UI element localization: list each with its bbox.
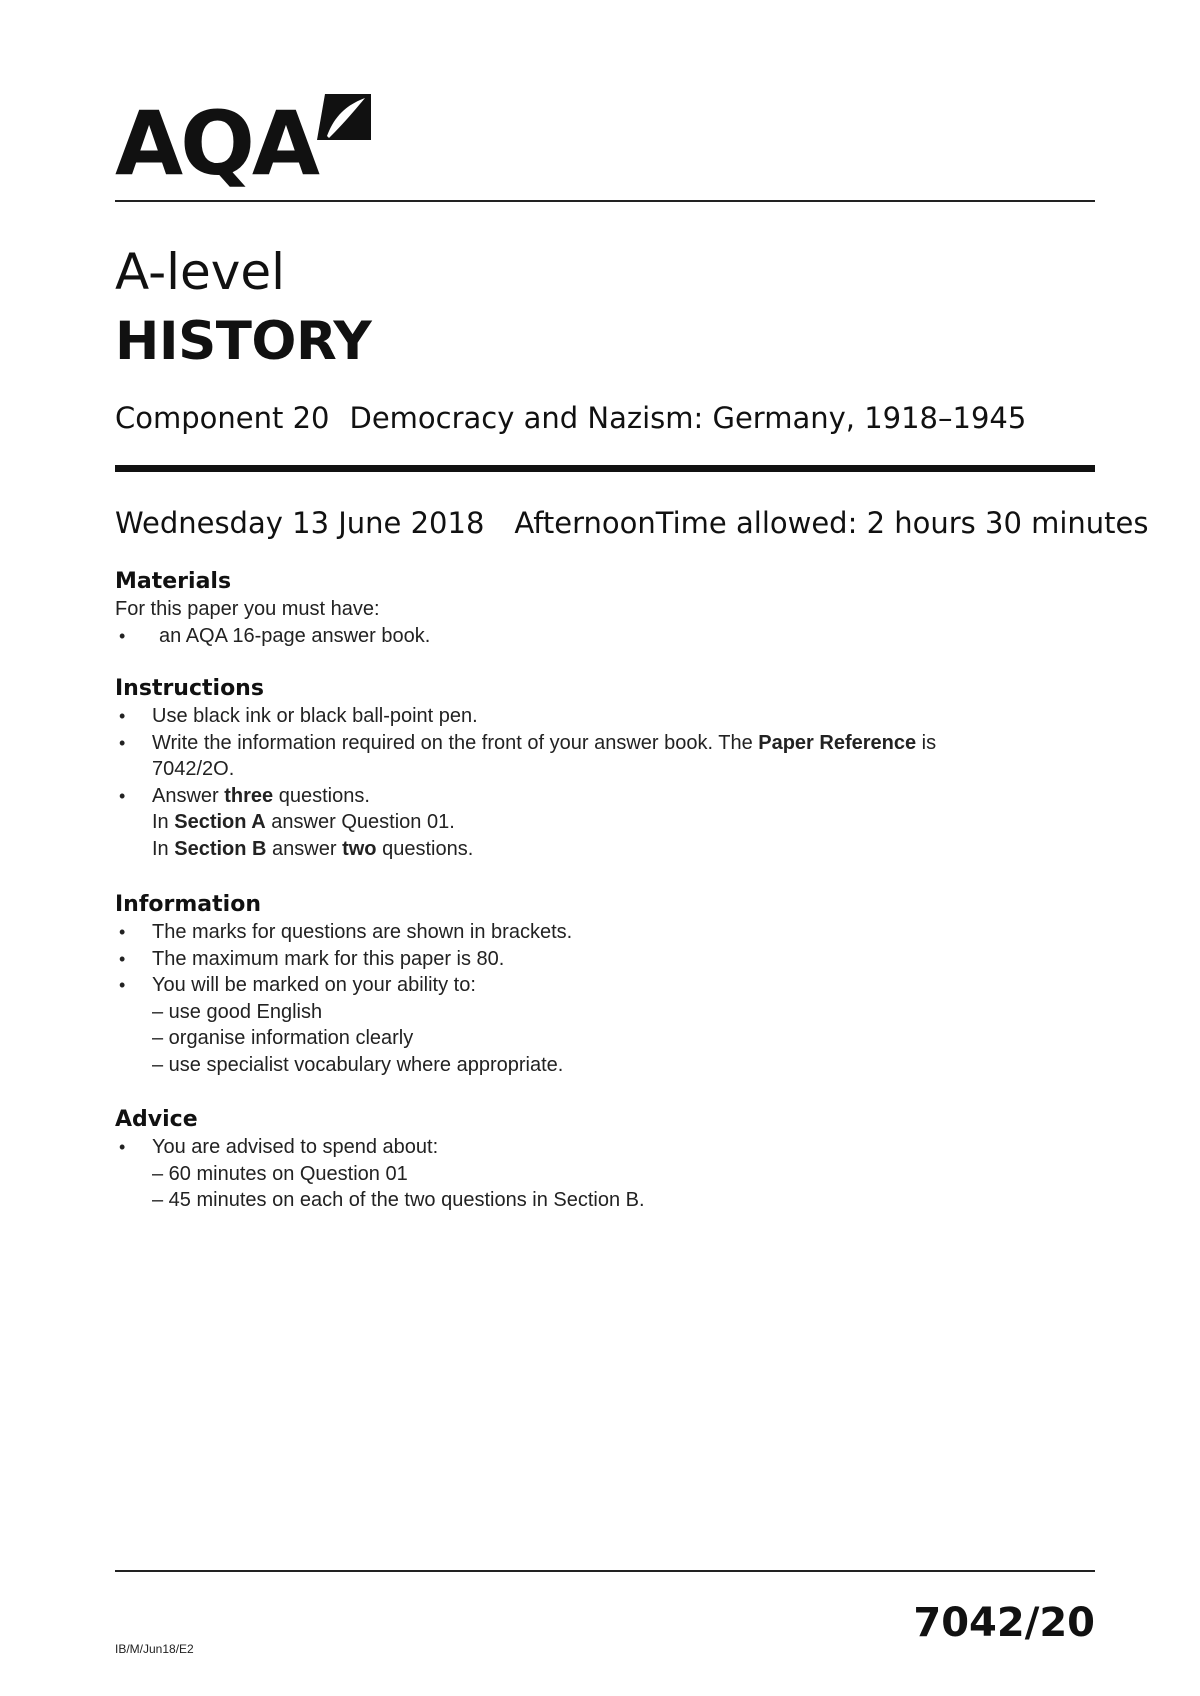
exam-dateline	[115, 505, 1149, 541]
advice-subitem: – 60 minutes on Question 01	[152, 1162, 408, 1185]
information-subitem: – use good English	[152, 1000, 323, 1023]
advice-section	[115, 1106, 1095, 1214]
aqa-logo	[115, 92, 415, 195]
footer-divider	[115, 1570, 1095, 1572]
information-section	[115, 891, 1095, 1078]
information-item: • The marks for questions are shown in brackets.	[115, 919, 1095, 946]
header-divider	[115, 200, 1095, 202]
instructions-section	[115, 675, 1095, 862]
information-subitem: – organise information clearly	[152, 1027, 414, 1049]
paper-code: 7042/20	[913, 1600, 1095, 1646]
materials-intro: For this paper you must have:	[115, 598, 380, 620]
information-item: • The maximum mark for this paper is 80.	[115, 946, 1095, 973]
instructions-heading: Instructions	[115, 676, 264, 701]
advice-subitem: – 45 minutes on each of the two questions in Section B.	[152, 1189, 645, 1211]
exam-session: Afternoon	[514, 506, 656, 540]
materials-heading: Materials	[115, 569, 232, 594]
footer-reference: IB/M/Jun18/E2	[115, 1642, 194, 1656]
exam-date: Wednesday 13 June 2018	[115, 506, 485, 540]
information-item: • You will be marked on your ability to: – use good English – organise information clearly – use specialist vocabulary where appropriate.	[115, 972, 1095, 1078]
information-heading: Information	[115, 892, 261, 917]
subject-title: HISTORY	[115, 311, 372, 372]
leaf-icon	[315, 92, 373, 146]
information-subitem: – use specialist vocabulary where appropriate.	[152, 1053, 564, 1076]
title-divider	[115, 465, 1095, 472]
materials-section	[115, 568, 1095, 649]
aqa-logo-text: AQA	[115, 92, 318, 195]
instruction-item: • Answer three questions. In Section A answer Question 01. In Section B answer two questions.	[115, 783, 1095, 863]
component-line	[115, 400, 1026, 436]
component-number: Component 20	[115, 401, 330, 435]
component-name: Democracy and Nazism: Germany, 1918–1945	[349, 401, 1027, 435]
materials-item: • an AQA 16-page answer book.	[115, 623, 1095, 650]
instruction-item: • Use black ink or black ball-point pen.	[115, 703, 1095, 730]
advice-heading: Advice	[115, 1107, 198, 1132]
instruction-subitem: In Section B answer two questions.	[152, 837, 474, 860]
instruction-item: • Write the information required on the front of your answer book. The Paper Reference is 7042/2O.	[115, 730, 1095, 783]
instruction-subitem: In Section A answer Question 01.	[152, 811, 455, 833]
advice-item: • You are advised to spend about: – 60 minutes on Question 01 – 45 minutes on each of the two questions in Section B.	[115, 1134, 1095, 1214]
time-allowed: Time allowed: 2 hours 30 minutes	[655, 506, 1149, 540]
qualification-level: A-level	[115, 243, 286, 301]
